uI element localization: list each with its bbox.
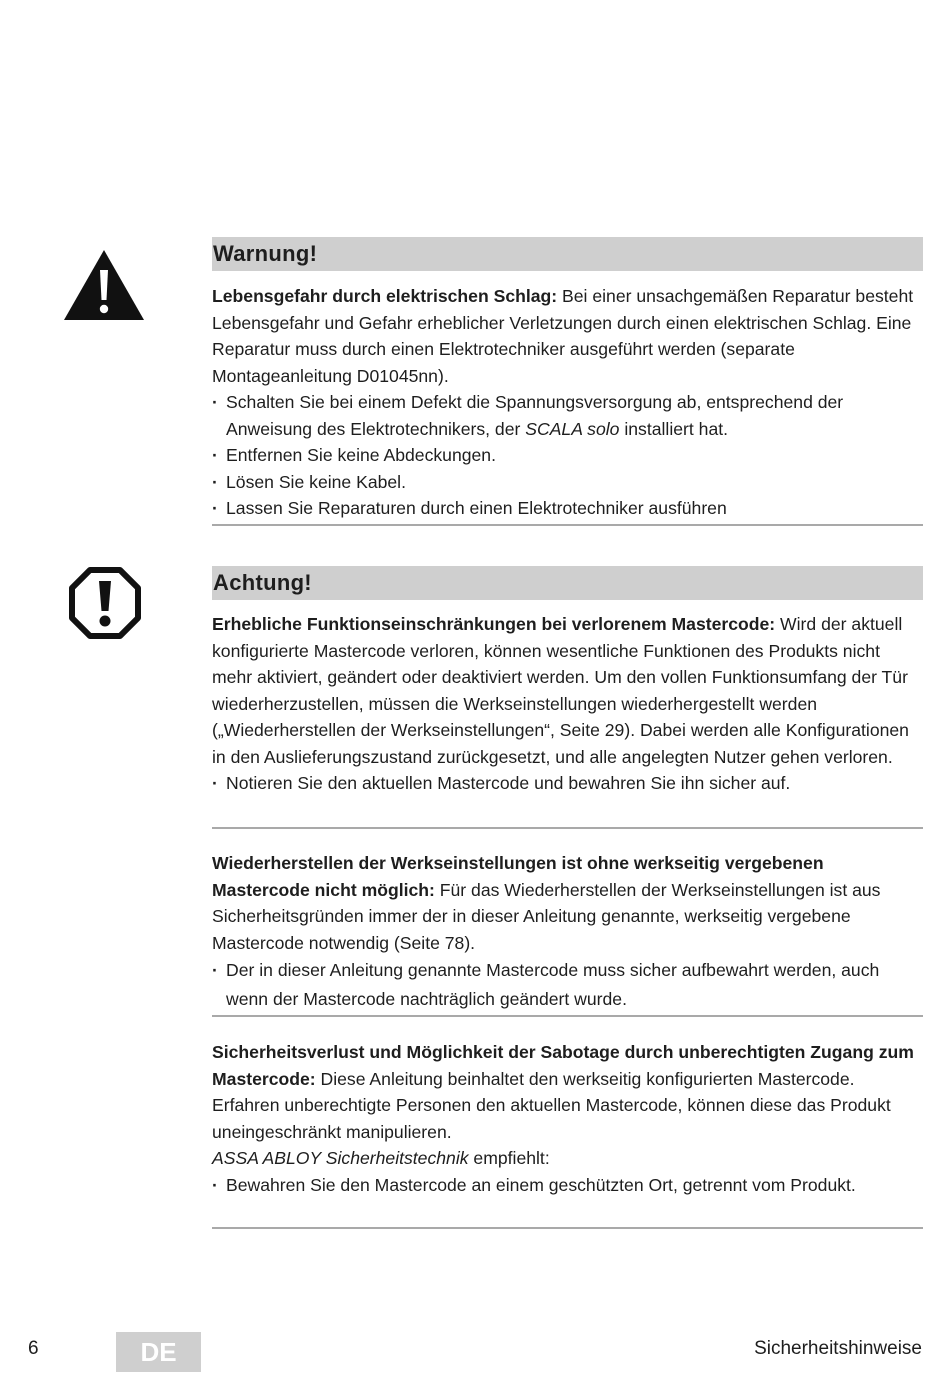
caution-divider-2 [212, 1015, 923, 1017]
caution-bullet-1: · Notieren Sie den aktuellen Mastercode und bewahren Sie ihn sicher auf. [212, 770, 923, 797]
warning-bullet-1: · Schalten Sie bei einem Defekt die Spannungsversorgung ab, entsprechend der Anweisung des Elektrotechnikers, der SCALA solo installiert hat. [212, 389, 923, 442]
product-name: SCALA solo [525, 418, 620, 439]
warning-divider [212, 524, 923, 526]
warning-bullet-4: · Lassen Sie Reparaturen durch einen Elektrotechniker ausführen [212, 495, 923, 522]
recommendation-line: ASSA ABLOY Sicherheitstechnik empfiehlt: [212, 1148, 550, 1168]
warning-lead-bold: Lebensgefahr durch elektrischen Schlag: [212, 286, 558, 306]
warning-paragraph [212, 283, 923, 389]
warning-heading: Warnung! [212, 237, 923, 271]
caution-paragraph-1: Erhebliche Funktionseinschränkungen bei verlorenem Mastercode: Wird der aktuell konfigurierte Mastercode verloren, können wesentliche Funktionen des Produkts nicht mehr aktiviert, geändert oder deaktiviert werden. Um den vollen Funktionsumfang der Tür wiederherzustellen, müssen die Werkseinstellungen wiederhergestellt werden („Wiederherstellen der Werkseinstellungen“, Seite 29). Dabei werden alle Konfigurationen in den Auslieferungszustand zurückgesetzt, und alle angelegten Nutzer gehen verloren. [212, 614, 909, 767]
warning-bullet-2: · Entfernen Sie keine Abdeckungen. [212, 442, 923, 469]
caution-heading: Achtung! [212, 566, 923, 600]
warning-lead-text: Bei einer unsachgemäßen Reparatur besteht Lebensgefahr und Gefahr erheblicher Verletzungen durch einen elektrischen Schlag. Eine Reparatur muss durch einen Elektrotechniker ausgeführt werden (separate Montageanleitung D01045nn). [212, 286, 914, 386]
caution-divider-3 [212, 1227, 923, 1229]
caution-divider-1 [212, 827, 923, 829]
caution-bullet-2: · Der in dieser Anleitung genannte Mastercode muss sicher aufbewahrt werden, auch wenn der Mastercode nachträglich geändert wurde. [212, 956, 923, 1014]
company-name: ASSA ABLOY Sicherheitstechnik [212, 1148, 469, 1168]
caution-block-2 [212, 850, 923, 1014]
caution-paragraph-2: Wiederherstellen der Werkseinstellungen ist ohne werkseitig vergebenen Mastercode nicht möglich: Für das Wiederherstellen der Werkseinstellungen ist aus Sicherheitsgründen immer der in dieser Anleitung genannte, werkseitig vergebene Mastercode notwendig (Seite 78). [212, 853, 881, 953]
warning-body [212, 283, 923, 522]
caution-block-1 [212, 611, 923, 797]
exclamation-octagon-icon [68, 566, 142, 640]
language-badge: DE [116, 1332, 201, 1372]
caution-paragraph-3: Sicherheitsverlust und Möglichkeit der Sabotage durch unberechtigten Zugang zum Mastercode: Diese Anleitung beinhaltet den werkseitig konfigurierten Mastercode. Erfahren unberechtigte Personen den aktuellen Mastercode, können diese das Produkt uneingeschränkt manipulieren. [212, 1042, 914, 1142]
warning-bullet-3: · Lösen Sie keine Kabel. [212, 469, 923, 496]
page-number: 6 [28, 1338, 39, 1359]
warning-triangle-icon [62, 248, 146, 322]
caution-bullet-3: · Bewahren Sie den Mastercode an einem geschützten Ort, getrennt vom Produkt. [212, 1172, 923, 1199]
footer-section-title: Sicherheitshinweise [754, 1338, 922, 1359]
caution-block-3 [212, 1039, 923, 1198]
